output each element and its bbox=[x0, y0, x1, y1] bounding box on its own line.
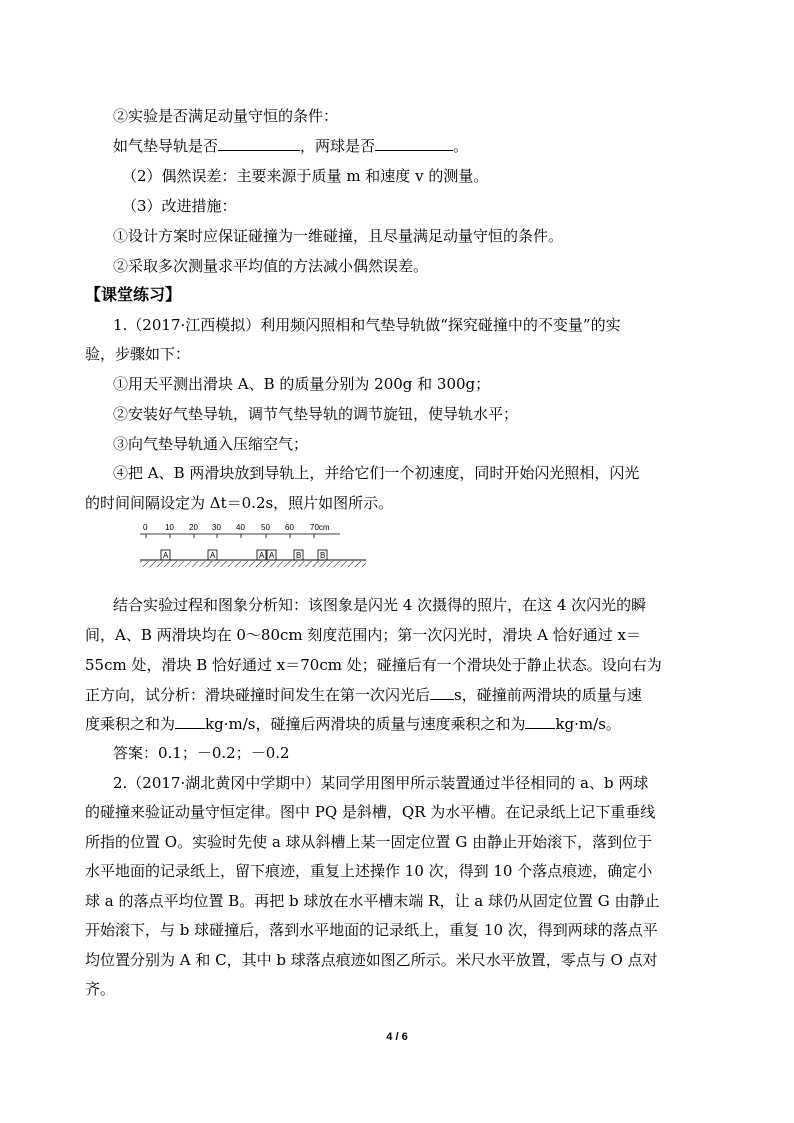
tick-label: 10 bbox=[165, 523, 174, 532]
improve-title: （3）改进措施： bbox=[122, 197, 237, 215]
condition-title: ②实验是否满足动量守恒的条件： bbox=[113, 107, 339, 125]
text: kg·m/s。 bbox=[555, 715, 621, 733]
svg-text:B: B bbox=[296, 551, 302, 560]
text: 如气垫导轨是否 bbox=[113, 137, 219, 155]
svg-text:A: A bbox=[269, 551, 275, 560]
q2-line-1: 2.（2017·湖北黄冈中学期中）某同学用图甲所示装置通过半径相同的 a、b 两球 bbox=[113, 774, 649, 792]
blank-momentum-after bbox=[525, 714, 555, 729]
q1-analysis-4 bbox=[85, 685, 642, 705]
q2-line-7: 均位置分别为 A 和 C，其中 b 球落点痕迹如图乙所示。米尺水平放置，零点与 O 点对 bbox=[85, 951, 658, 969]
text: kg·m/s，碰撞后两滑块的质量与速度乘积之和为 bbox=[205, 715, 526, 733]
q1-step-1: ①用天平测出滑块 A、B 的质量分别为 200g 和 300g； bbox=[113, 375, 491, 393]
q2-line-8: 齐。 bbox=[85, 980, 116, 998]
q2-line-6: 开始滚下，与 b 球碰撞后，落到水平地面的记录纸上，重复 10 次，得到两球的落点平 bbox=[85, 921, 658, 939]
page-number: 4 / 6 bbox=[386, 1031, 408, 1043]
text: 度乘积之和为 bbox=[85, 715, 176, 733]
tick-label: 30 bbox=[212, 523, 221, 532]
slider-block-b bbox=[294, 550, 303, 560]
slider-block-a bbox=[208, 550, 217, 560]
blank-collision-time bbox=[430, 685, 454, 700]
svg-text:A: A bbox=[210, 551, 216, 560]
text: 正方向，试分析：滑块碰撞时间发生在第一次闪光后 bbox=[85, 686, 431, 704]
q1-answer: 答案：0.1；－0.2；－0.2 bbox=[113, 744, 290, 762]
section-heading: 【课堂练习】 bbox=[85, 285, 182, 304]
q2-line-4: 水平地面的记录纸上，留下痕迹，重复上述操作 10 次，得到 10 个落点痕迹，确定小 bbox=[85, 862, 653, 880]
text: s，碰撞前两滑块的质量与速 bbox=[454, 686, 642, 704]
q1-analysis-3: 55cm 处，滑块 B 恰好通过 x＝70cm 处；碰撞后有一个滑块处于静止状态。设向右为 bbox=[85, 656, 662, 674]
svg-text:A: A bbox=[163, 551, 169, 560]
blank-momentum-before bbox=[175, 714, 205, 729]
q1-step-4-line-2: 的时间间隔设定为 Δt＝0.2s，照片如图所示。 bbox=[85, 494, 394, 512]
text: ，两球是否 bbox=[300, 137, 376, 155]
text: 。 bbox=[453, 137, 469, 155]
tick-label: 0 bbox=[143, 523, 148, 532]
ground-hatch bbox=[140, 561, 366, 567]
tick-label: 40 bbox=[236, 523, 245, 532]
q1-line-2: 验，步骤如下： bbox=[85, 345, 191, 363]
tick-label: 60 bbox=[285, 523, 294, 532]
ruler-ticks bbox=[146, 534, 314, 538]
q2-line-5: 球 a 的落点平均位置 B。再把 b 球放在水平槽末端 R，让 a 球仍从固定位置 G 由静止 bbox=[85, 892, 660, 910]
q1-step-3: ③向气垫导轨通入压缩空气； bbox=[113, 435, 309, 453]
q1-step-2: ②安装好气垫导轨，调节气垫导轨的调节旋钮，使导轨水平； bbox=[113, 405, 519, 423]
q2-line-2: 的碰撞来验证动量守恒定律。图中 PQ 是斜槽，QR 为水平槽。在记录纸上记下重垂线 bbox=[85, 803, 656, 821]
svg-text:A: A bbox=[259, 551, 265, 560]
q1-analysis-1: 结合实验过程和图象分析知：该图象是闪光 4 次摄得的照片，在这 4 次闪光的瞬 bbox=[113, 596, 647, 614]
q1-analysis-5 bbox=[85, 714, 621, 734]
svg-text:B: B bbox=[320, 551, 326, 560]
q1-line-1: 1.（2017·江西模拟）利用频闪照相和气垫导轨做“探究碰撞中的不变量”的实 bbox=[113, 316, 621, 334]
tick-label: 70cm bbox=[310, 523, 330, 532]
blank-2 bbox=[375, 136, 453, 151]
condition-fill-line bbox=[113, 136, 468, 156]
random-error: （2）偶然误差：主要来源于质量 m 和速度 v 的测量。 bbox=[122, 167, 489, 185]
improve-1: ①设计方案时应保证碰撞为一维碰撞，且尽量满足动量守恒的条件。 bbox=[113, 227, 564, 245]
q1-analysis-2: 间，A、B 两滑块均在 0～80cm 刻度范围内；第一次闪光时，滑块 A 恰好通过 x＝ bbox=[85, 626, 642, 644]
tick-label: 50 bbox=[261, 523, 270, 532]
slider-block-b bbox=[318, 550, 327, 560]
slider-block-a bbox=[257, 550, 266, 560]
slider-block-a bbox=[267, 550, 276, 560]
blank-1 bbox=[218, 136, 300, 151]
improve-2: ②采取多次测量求平均值的方法减小偶然误差。 bbox=[113, 257, 429, 275]
flash-photo-figure bbox=[140, 520, 370, 572]
tick-label: 20 bbox=[189, 523, 198, 532]
slider-block-a bbox=[161, 550, 170, 560]
q1-step-4-line-1: ④把 A、B 两滑块放到导轨上，并给它们一个初速度，同时开始闪光照相，闪光 bbox=[113, 464, 640, 482]
q2-line-3: 所指的位置 O。实验时先使 a 球从斜槽上某一固定位置 G 由静止开始滚下，落到位于 bbox=[85, 833, 653, 851]
